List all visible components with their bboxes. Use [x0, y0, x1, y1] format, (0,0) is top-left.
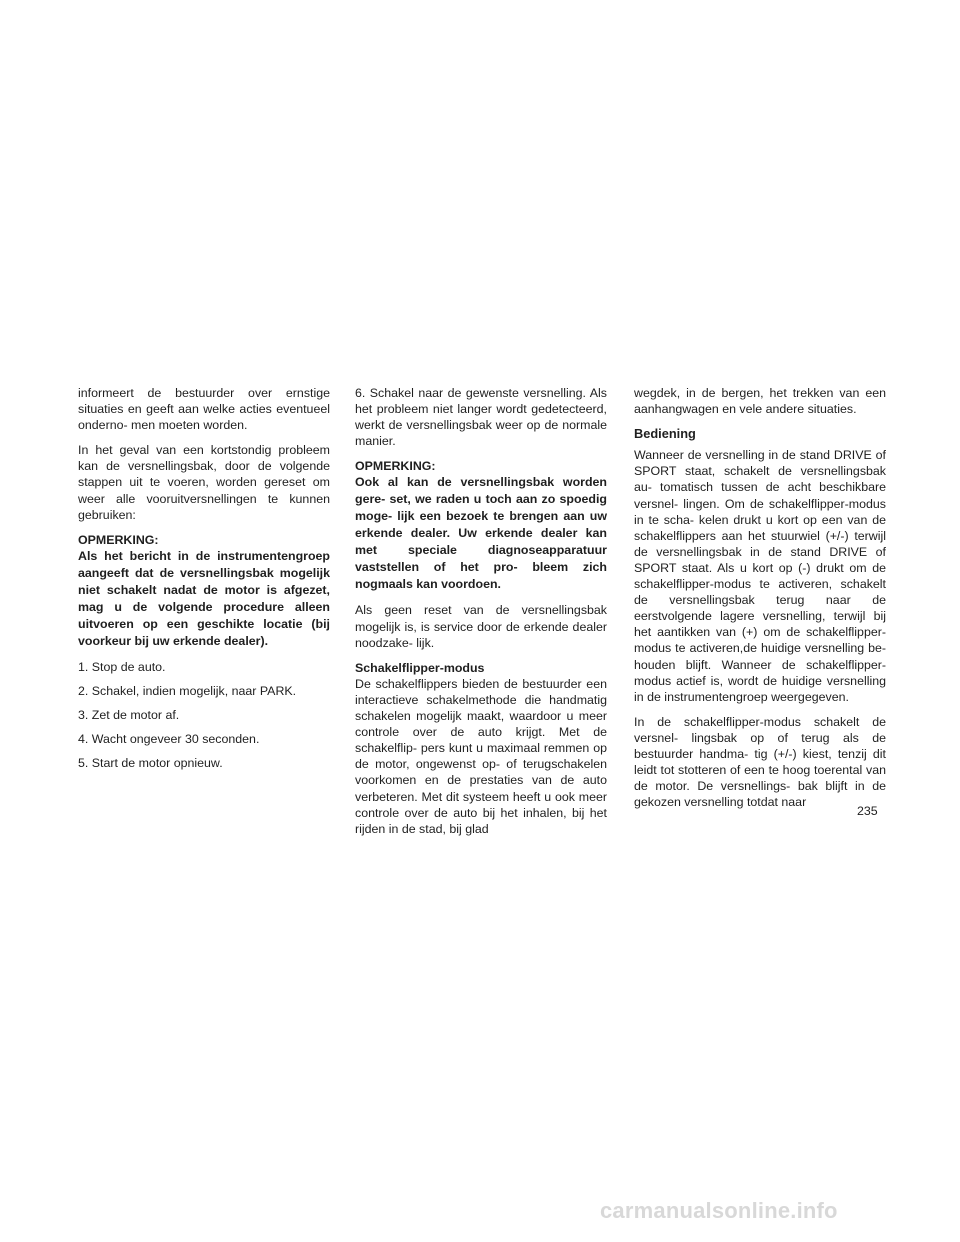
paragraph: De schakelflippers bieden de bestuurder een interactieve schakelmethode die handmatig schakelen mogelijk maakt, waardoor u meer controle over de auto krijgt. Met de schakelflip- pers kunt u maximaal remmen op de motor, ongewenst op- of terugschakelen voorkomen en de prestaties van de auto verbeteren. Met dit systeem heeft u ook meer controle over de auto bij het inhalen, bij het rijden in de stad, bij glad [355, 676, 607, 836]
paragraph: In het geval van een kortstondig probleem kan de versnellingsbak, door de volgende stappen uit te voeren, worden gereset om weer alle vooruitversnellingen te kunnen gebruiken: [78, 443, 330, 522]
watermark: carmanualsonline.info [600, 1198, 838, 1223]
note-text: Ook al kan de versnellingsbak worden gere- set, we raden u toch aan zo spoedig moge- lijk een bezoek te brengen aan uw erkende dealer. Uw erkende dealer kan met speciale diagnoseapparatuur vaststellen of het pro- bleem zich nogmaals kan voordoen. [355, 475, 607, 592]
paragraph: 6. Schakel naar de gewenste versnelling. Als het probleem niet langer wordt gedetecteerd, werkt de versnellingsbak weer op de normale manier. [355, 386, 607, 449]
note-heading: OPMERKING: [355, 459, 436, 474]
paragraph: informeert de bestuurder over ernstige situaties en geeft aan welke acties eventueel onderno- men moeten worden. [78, 386, 330, 433]
right-column [634, 385, 886, 819]
paragraph: Wanneer de versnelling in de stand DRIVE of SPORT staat, schakelt de versnellingsbak au- tomatisch tussen de acht beschikbare versnel- lingen. Om de schakelflipper-modus in te scha- kelen drukt u kort op een van de schakelflippers aan het stuurwiel (+/-) terwijl de versnellingsbak in de stand DRIVE of SPORT staat. Als u kort op (-) drukt om de schakelflipper-modus te activeren, schakelt de versnellingsbak terug naar de eerstvolgende lagere versnelling, terwijl bij het aantikken van (+) om de schakelflipper- modus te activeren,de huidige versnelling be- houden blijft. Wanneer de schakelflipper-modus actief is, wordt de huidige versnelling in de instrumentengroep weergegeven. [634, 448, 886, 704]
page-number: 235 [857, 804, 878, 818]
paragraph: wegdek, in de bergen, het trekken van een aanhangwagen en vele andere situaties. [634, 386, 886, 417]
left-column [78, 385, 330, 779]
paragraph: Als geen reset van de versnellingsbak mogelijk is, is service door de erkende dealer noodzake- lijk. [355, 603, 607, 650]
steps-list [78, 659, 330, 771]
paragraph: In de schakelflipper-modus schakelt de versnel- lingsbak op of terug als de bestuurder handma- tig (+/-) kiest, tenzij dit leidt tot stotteren of een te hoog toerental van de motor. De versnellings- bak blijft in de gekozen versnelling totdat naar [634, 714, 886, 810]
note-text: Als het bericht in de instrumentengroep aangeeft dat de versnellingsbak mogelijk niet schakelt nadat de motor is afgezet, mag u de volgende procedure alleen uitvoeren op een geschikte locatie (bij voorkeur bij uw erkende dealer). [78, 548, 330, 648]
list-item: 2. Schakel, indien mogelijk, naar PARK. [78, 683, 297, 698]
list-item: 3. Zet de motor af. [78, 708, 180, 723]
section-heading: Schakelflipper-modus [355, 660, 485, 675]
list-item: 1. Stop de auto. [78, 659, 166, 674]
middle-column [355, 385, 607, 846]
list-item: 4. Wacht ongeveer 30 seconden. [78, 732, 260, 747]
note-heading: OPMERKING: [78, 532, 159, 547]
list-item: 5. Start de motor opnieuw. [78, 756, 223, 771]
section-heading: Bediening [634, 426, 696, 442]
